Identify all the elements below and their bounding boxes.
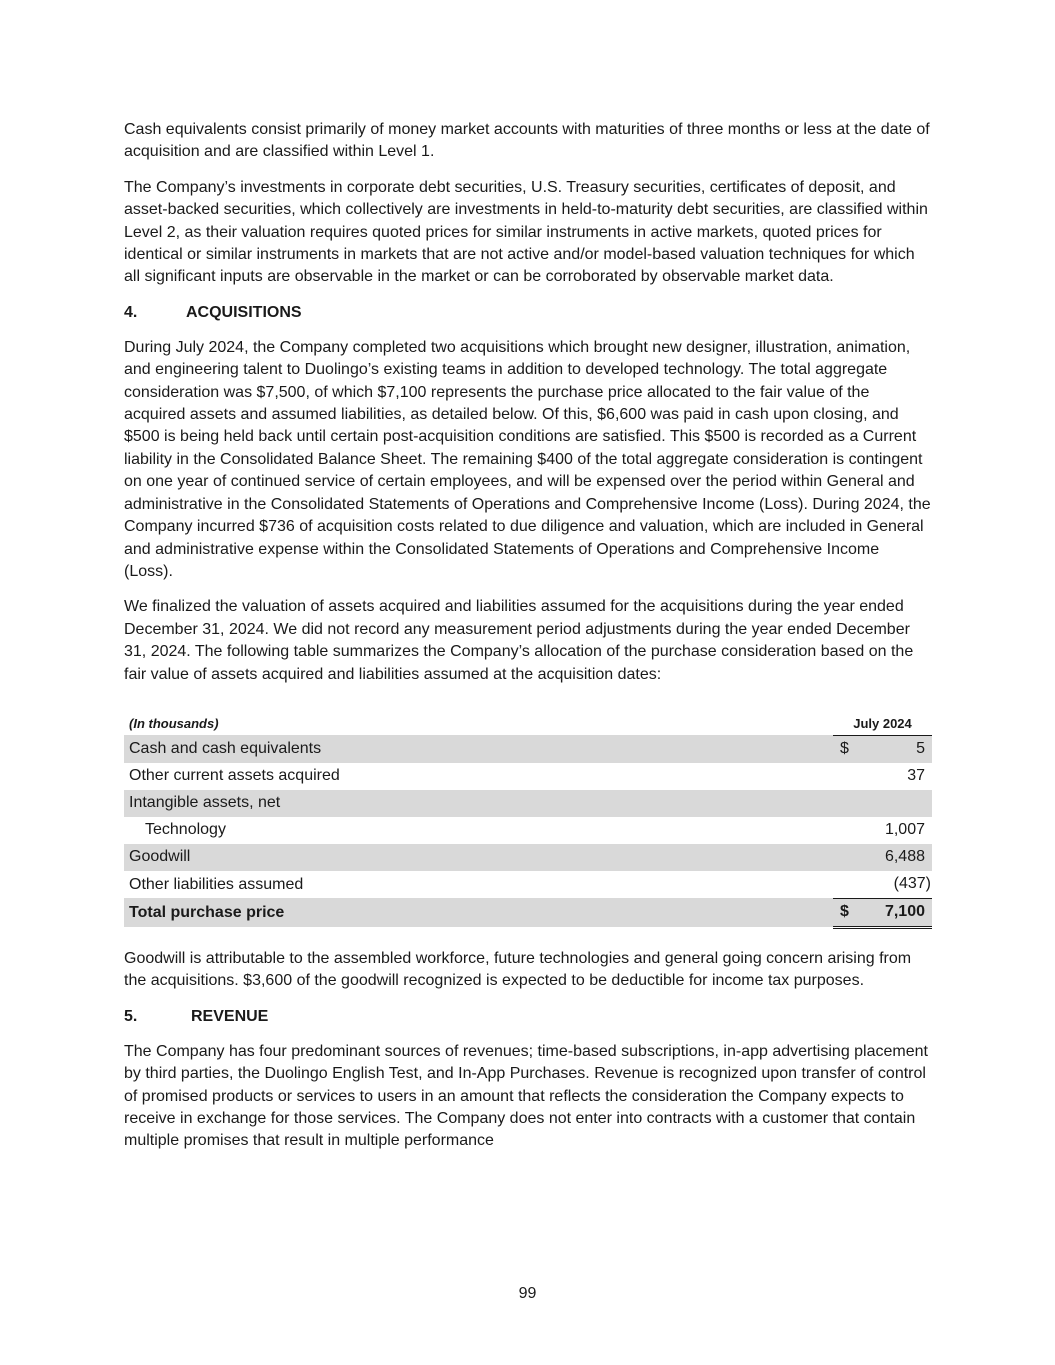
row-label: Cash and cash equivalents (124, 735, 833, 763)
row-value: 37 (907, 767, 925, 785)
row-currency (833, 817, 864, 844)
total-currency: $ (833, 898, 864, 927)
section-title: REVENUE (191, 1007, 269, 1025)
table-row (124, 763, 932, 790)
row-label: Other liabilities assumed (129, 875, 304, 893)
unit-label: (In thousands) (129, 716, 219, 732)
total-value: 7,100 (864, 898, 932, 927)
row-currency (833, 871, 864, 899)
row-value: 6,488 (864, 844, 932, 871)
row-label: Intangible assets, net (124, 790, 833, 817)
row-currency (833, 790, 864, 817)
row-label: Other current assets acquired (129, 767, 340, 785)
paragraph-goodwill: Goodwill is attributable to the assembled workforce, future technologies and general going concern arising from the acquisitions. $3,600 of the goodwill recognized is expected to be deductible for income tax purposes. (124, 949, 912, 990)
column-header: July 2024 (833, 711, 932, 736)
table-row (124, 790, 932, 817)
section-number: 4. (124, 303, 138, 321)
row-value: 1,007 (884, 821, 925, 839)
total-label: Total purchase price (124, 898, 833, 927)
row-value: 5 (864, 735, 932, 763)
row-label: Goodwill (124, 844, 833, 871)
table-total-row (124, 898, 932, 927)
paragraph-revenue-sources: The Company has four predominant sources of revenues; time-based subscriptions, in-app advertising placement by third parties, the Duolingo English Test, and In-App Purchases. Revenue is recognized upon transfer of control of promised products or services to users in an amount that reflects the consideration the Company expects to receive in exchange for those services. The Company does not enter into contracts with a customer that contain multiple promises that result in multiple performance (124, 1042, 928, 1150)
table-row (124, 844, 932, 871)
row-label: Technology (145, 821, 226, 839)
row-currency: $ (833, 735, 864, 763)
section-heading-acquisitions (124, 302, 932, 324)
paragraph-investments-level2: The Company’s investments in corporate debt securities, U.S. Treasury securities, certificates of deposit, and asset-backed securities, which collectively are investments in held-to-maturity debt securities, are classified within Level 2, as their valuation requires quoted prices for similar instruments in active markets, quoted prices for identical or similar instruments in markets that are not active and/or model-based valuation techniques for which all significant inputs are observable in the market or can be corroborated by observable market data. (124, 178, 928, 286)
section-title: ACQUISITIONS (186, 303, 302, 321)
row-value: (437) (893, 875, 931, 893)
table-row (124, 817, 932, 844)
row-currency (833, 763, 864, 790)
page-number: 99 (518, 1285, 537, 1302)
table-header-row (124, 711, 932, 736)
document-page (124, 119, 932, 1166)
paragraph-acquisitions-detail: During July 2024, the Company completed two acquisitions which brought new designer, illustration, animation, and engineering talent to Duolingo’s existing teams in addition to developed technology. The total aggregate consideration was $7,500, of which $7,100 represents the purchase price allocated to the fair value of the acquired assets and assumed liabilities, as detailed below. Of this, $6,600 was paid in cash upon closing, and $500 is being held back until certain post-acquisition conditions are satisfied. This $500 is recorded as a Current liability in the Consolidated Balance Sheet. The remaining $400 of the total aggregate consideration is contingent on one year of continued service of certain employees, and will be expensed over the period within General and administrative in the Consolidated Statements of Operations and Comprehensive Income (Loss). During 2024, the Company incurred $736 of acquisition costs related to due diligence and valuation, which are included in General and administrative expense within the Consolidated Statements of Operations and Comprehensive Income (Loss). (124, 338, 931, 580)
purchase-allocation-table (124, 711, 932, 929)
table-row (124, 871, 932, 899)
row-currency (833, 844, 864, 871)
section-number: 5. (124, 1007, 138, 1025)
paragraph-cash-equivalents: Cash equivalents consist primarily of money market accounts with maturities of three months or less at the date of acquisition and are classified within Level 1. (124, 121, 930, 161)
paragraph-valuation-summary: We finalized the valuation of assets acquired and liabilities assumed for the acquisitions during the year ended December 31, 2024. We did not record any measurement period adjustments during the year ended December 31, 2024. The following table summarizes the Company’s allocation of the purchase consideration based on the fair value of assets acquired and liabilities assumed at the acquisition dates: (124, 598, 914, 683)
table-row (124, 735, 932, 763)
section-heading-revenue (124, 1006, 932, 1028)
row-value (864, 790, 932, 817)
